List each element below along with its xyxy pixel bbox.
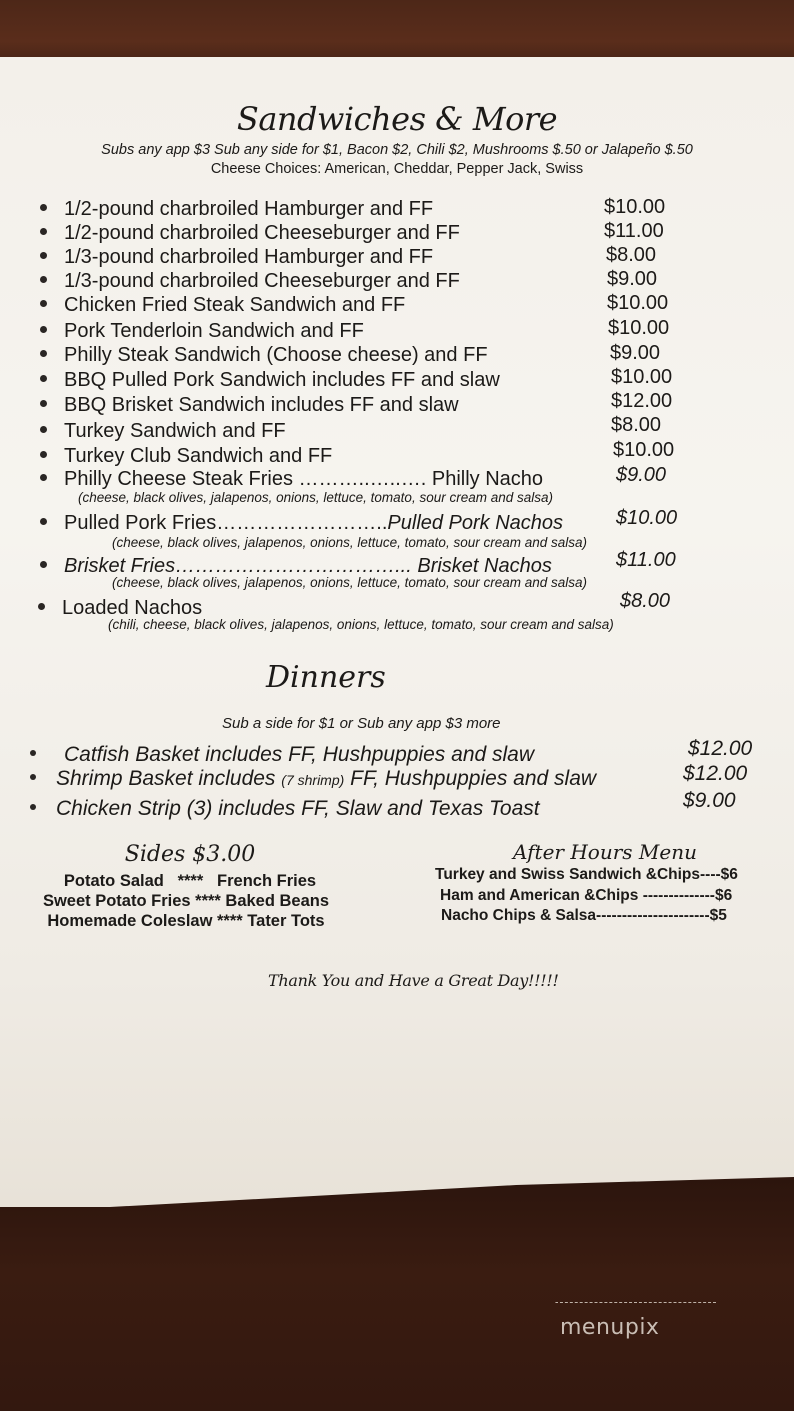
item-price: $10.00	[616, 507, 678, 529]
dot-leader: ……………………………...	[175, 555, 418, 577]
menu-item	[40, 420, 286, 444]
item-name: Brisket Fries	[64, 555, 176, 577]
menu-item	[40, 445, 332, 469]
item-name-rest: FF, Hushpuppies and slaw	[344, 767, 597, 790]
item-price: $10.00	[611, 366, 673, 388]
menu-item	[40, 222, 460, 246]
item-price: $10.00	[613, 439, 675, 461]
item-price: $9.00	[683, 789, 736, 812]
bullet-icon	[30, 774, 36, 780]
menu-item	[40, 246, 433, 270]
item-name: 1/3-pound charbroiled Hamburger and FF	[64, 246, 434, 268]
section-title-sides: Sides $3.00	[124, 842, 256, 867]
item-price: $10.00	[608, 317, 670, 339]
combo-item	[40, 468, 543, 492]
item-price: $11.00	[616, 549, 676, 571]
menu-item	[30, 743, 534, 767]
item-name: Chicken Fried Steak Sandwich and FF	[64, 294, 406, 316]
menu-item	[40, 320, 364, 344]
thank-you-note: Thank You and Have a Great Day!!!!!	[268, 971, 559, 990]
item-name: 1/2-pound charbroiled Cheeseburger and FF	[64, 222, 460, 244]
watermark-logo: menupix	[560, 1315, 660, 1340]
item-name: BBQ Pulled Pork Sandwich includes FF and slaw	[64, 369, 500, 391]
item-price: $12.00	[611, 390, 673, 412]
item-name: BBQ Brisket Sandwich includes FF and slaw	[64, 394, 459, 416]
bullet-icon	[30, 804, 36, 810]
item-price: $10.00	[607, 292, 669, 314]
item-name: 1/2-pound charbroiled Hamburger and FF	[64, 198, 434, 220]
item-name-note: (7 shrimp)	[281, 772, 345, 788]
menu-item	[40, 270, 460, 294]
item-price: $8.00	[620, 590, 671, 612]
sides-line: Sweet Potato Fries **** Baked Beans	[42, 892, 330, 910]
item-price: $8.00	[606, 244, 657, 266]
item-name: Pulled Pork Fries	[64, 512, 217, 534]
cheese-choices-note: Cheese Choices: American, Cheddar, Pepper Jack, Swiss	[210, 161, 584, 177]
item-name: Turkey Club Sandwich and FF	[64, 445, 333, 467]
wood-table-bottom	[0, 1180, 794, 1411]
bullet-icon	[40, 451, 47, 458]
menu-item	[40, 394, 459, 418]
section-title-sandwiches: Sandwiches & More	[236, 100, 558, 138]
menu-item	[30, 767, 596, 791]
item-name: Loaded Nachos	[62, 597, 203, 619]
item-price: $8.00	[611, 414, 662, 436]
item-name: Pork Tenderloin Sandwich and FF	[64, 320, 364, 342]
bullet-icon	[40, 300, 47, 307]
item-price: $9.00	[616, 464, 667, 486]
item-price: $12.00	[683, 762, 748, 785]
item-price: $11.00	[604, 220, 664, 242]
item-description: (cheese, black olives, jalapenos, onions, lettuce, tomato, sour cream and salsa)	[112, 535, 587, 550]
bullet-icon	[40, 561, 47, 568]
item-alt-name: Pulled Pork Nachos	[387, 512, 564, 534]
item-alt-name: Brisket Nachos	[417, 555, 552, 577]
item-price: $12.00	[688, 737, 753, 760]
item-price: $9.00	[610, 342, 661, 364]
dot-leader: ……………………..	[216, 512, 388, 534]
bullet-icon	[40, 252, 47, 259]
item-name: Turkey Sandwich and FF	[64, 420, 286, 442]
after-hours-line: Nacho Chips & Salsa----------------------$5	[441, 907, 727, 924]
bullet-icon	[40, 228, 47, 235]
sandwiches-sub-note: Subs any app $3 Sub any side for $1, Bacon $2, Chili $2, Mushrooms $.50 or Jalapeño $.50	[101, 142, 693, 158]
bullet-icon	[38, 603, 45, 610]
menu-item	[30, 797, 540, 821]
menu-item	[40, 198, 433, 222]
item-name: 1/3-pound charbroiled Cheeseburger and FF	[64, 270, 460, 292]
section-title-after-hours: After Hours Menu	[513, 840, 697, 864]
bullet-icon	[30, 750, 36, 756]
item-description: (chili, cheese, black olives, jalapenos, onions, lettuce, tomato, sour cream and salsa)	[108, 617, 614, 632]
bullet-icon	[40, 276, 47, 283]
item-name: Philly Cheese Steak Fries	[64, 468, 293, 490]
menu-item	[40, 369, 500, 393]
dot-leader: ………..…..….	[292, 468, 432, 490]
bullet-icon	[40, 204, 47, 211]
bullet-icon	[40, 326, 47, 333]
item-price: $10.00	[604, 196, 666, 218]
after-hours-line: Ham and American &Chips --------------$6	[440, 887, 733, 904]
combo-item	[40, 512, 563, 536]
item-alt-name: Philly Nacho	[431, 468, 544, 490]
section-title-dinners: Dinners	[266, 660, 386, 695]
item-name: Chicken Strip (3) includes FF, Slaw and Texas Toast	[56, 797, 540, 820]
after-hours-line: Turkey and Swiss Sandwich &Chips----$6	[435, 866, 738, 883]
sides-line: Potato Salad **** French Fries	[63, 872, 317, 890]
menu-item	[40, 344, 488, 368]
bullet-icon	[40, 400, 47, 407]
menu-item	[40, 294, 405, 318]
item-description: (cheese, black olives, jalapenos, onions, lettuce, tomato, sour cream and salsa)	[112, 575, 587, 590]
bullet-icon	[40, 474, 47, 481]
item-name: Philly Steak Sandwich (Choose cheese) and FF	[64, 344, 488, 366]
bullet-icon	[40, 350, 47, 357]
dinners-sub-note: Sub a side for $1 or Sub any app $3 more	[222, 715, 501, 732]
bullet-icon	[40, 518, 47, 525]
item-name: Catfish Basket includes FF, Hushpuppies and slaw	[64, 743, 535, 766]
bullet-icon	[40, 426, 47, 433]
item-name: Shrimp Basket includes	[56, 767, 282, 790]
bullet-icon	[40, 375, 47, 382]
sides-line: Homemade Coleslaw **** Tater Tots	[47, 912, 325, 930]
item-price: $9.00	[607, 268, 658, 290]
item-description: (cheese, black olives, jalapenos, onions, lettuce, tomato, sour cream and salsa)	[78, 490, 553, 505]
